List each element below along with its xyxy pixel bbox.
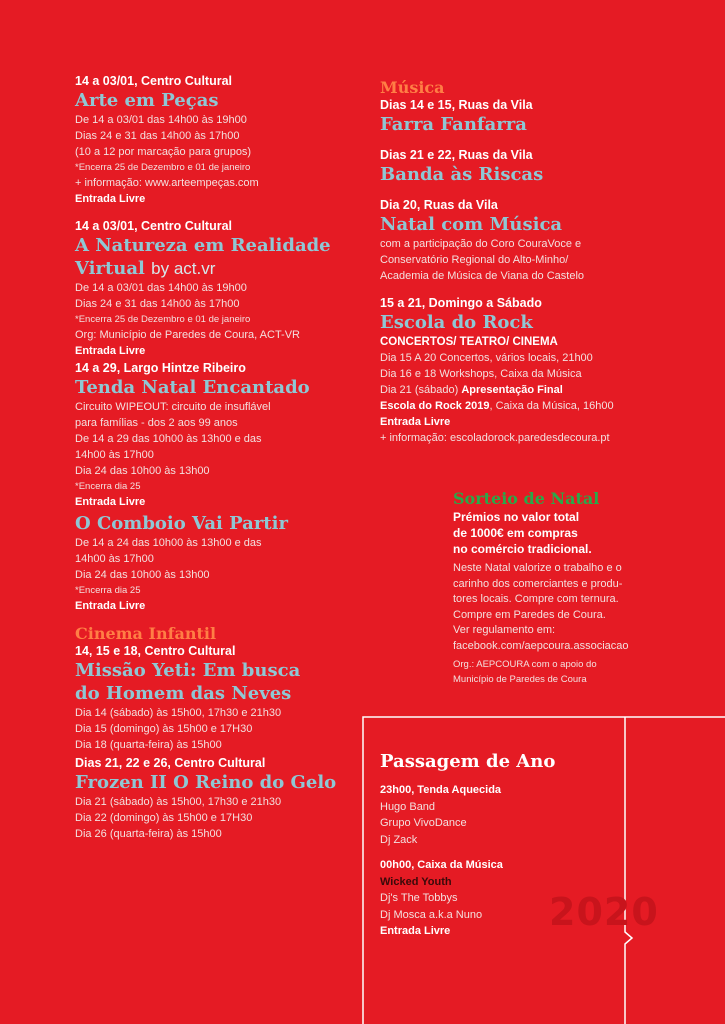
cinema-section [75, 624, 365, 842]
event-line: Dia 21 (sábado) Apresentação Final [380, 384, 563, 396]
event-title-suffix: by act.vr [151, 259, 216, 278]
event-note: *Encerra 25 de Dezembro e 01 de janeiro [75, 162, 251, 173]
event-line: Dia 26 (quarta-feira) às 15h00 [75, 828, 222, 840]
section-title: Música [380, 78, 445, 97]
event-header: 15 a 21, Domingo a Sábado [380, 296, 542, 310]
event-natureza-vr [75, 219, 365, 359]
event-title: Missão Yeti: Em busca [75, 660, 301, 681]
event-title: Escola do Rock [380, 312, 533, 333]
event-entry: Entrada Livre [75, 193, 146, 205]
event-entry: Entrada Livre [75, 345, 146, 357]
event-line: Dia 24 das 10h00 às 13h00 [75, 465, 210, 477]
event-header: Dia 20, Ruas da Vila [380, 198, 498, 212]
passagem-line: Grupo VivoDance [380, 817, 467, 829]
event-title: Tenda Natal Encantado [75, 377, 310, 398]
sorteio-line: Compre em Paredes de Coura. [453, 608, 606, 621]
event-farra-fanfarra [380, 98, 680, 136]
event-title: Frozen II O Reino do Gelo [75, 772, 337, 793]
event-line: Dia 16 e 18 Workshops, Caixa da Música [380, 368, 582, 380]
event-line: Academia de Música de Viana do Castelo [380, 270, 585, 282]
passagem-line-bold: Wicked Youth [380, 875, 452, 888]
event-line: Dias 24 e 31 das 14h00 às 17h00 [75, 130, 240, 142]
right-column [380, 78, 680, 446]
event-header: 14 a 03/01, Centro Cultural [75, 74, 233, 88]
passagem-line: Dj Zack [380, 833, 418, 846]
event-escola-rock [380, 296, 680, 446]
sorteio-natal [453, 489, 693, 687]
event-line: 14h00 às 17h00 [75, 553, 154, 565]
event-line: Dia 24 das 10h00 às 13h00 [75, 569, 210, 581]
event-arte-em-pecas [75, 74, 365, 207]
passagem-line: Dj's The Tobbys [380, 892, 458, 904]
event-header: Dias 14 e 15, Ruas da Vila [380, 98, 533, 112]
event-title: do Homem das Neves [75, 683, 292, 704]
event-title: A Natureza em Realidade Virtual by act.vr [75, 235, 331, 279]
event-title: O Comboio Vai Partir [75, 513, 288, 534]
event-subtitle: CONCERTOS/ TEATRO/ CINEMA [380, 336, 558, 348]
event-line: para famílias - dos 2 aos 99 anos [75, 417, 238, 429]
sorteio-link: facebook.com/aepcoura.associacao [453, 639, 629, 652]
event-line: com a participação do Coro CouraVoce e [380, 238, 582, 250]
event-line: De 14 a 03/01 das 14h00 às 19h00 [75, 114, 247, 126]
event-line: Dia 14 (sábado) às 15h00, 17h30 e 21h30 [75, 707, 282, 719]
event-header: 14 a 29, Largo Hintze Ribeiro [75, 361, 246, 375]
event-note: *Encerra dia 25 [75, 481, 141, 492]
event-title: Arte em Peças [75, 90, 219, 111]
sorteio-title: Sorteio de Natal [453, 489, 600, 508]
event-line: Dia 22 (domingo) às 15h00 e 17H30 [75, 812, 253, 824]
sorteio-prize: de 1000€ em compras [453, 526, 578, 540]
event-comboio [75, 512, 365, 614]
event-title: Natal com Música [380, 214, 563, 235]
event-line: Dia 21 (sábado) às 15h00, 17h30 e 21h30 [75, 796, 282, 808]
sorteio-org: Org.: AEPCOURA com o apoio do [453, 659, 597, 670]
event-line: Dia 15 (domingo) às 15h00 e 17H30 [75, 723, 253, 735]
event-entry: Entrada Livre [380, 416, 451, 428]
event-header: Dias 21 e 22, Ruas da Vila [380, 148, 533, 162]
left-column [75, 74, 365, 842]
event-line: Escola do Rock 2019, Caixa da Música, 16h00 [380, 400, 614, 412]
passagem-title: Passagem de Ano [380, 751, 556, 772]
event-entry: Entrada Livre [75, 600, 146, 612]
section-title: Cinema Infantil [75, 624, 217, 643]
passagem-header: 00h00, Caixa da Música [380, 859, 503, 871]
passagem-line: Hugo Band [380, 800, 436, 813]
event-line: Dias 24 e 31 das 14h00 às 17h00 [75, 298, 240, 310]
sorteio-line: Ver regulamento em: [453, 624, 556, 636]
event-line: De 14 a 29 das 10h00 às 13h00 e das [75, 433, 262, 445]
passagem-entry: Entrada Livre [380, 925, 451, 937]
event-title: Farra Fanfarra [380, 114, 527, 135]
event-header: Dias 21, 22 e 26, Centro Cultural [75, 756, 266, 770]
event-note: *Encerra dia 25 [75, 585, 141, 596]
event-line: Conservatório Regional do Alto-Minho/ [380, 254, 569, 266]
sorteio-line: tores locais. Compre com ternura. [453, 593, 619, 605]
year-2020: 2020 [549, 890, 659, 934]
event-natal-musica [380, 198, 680, 284]
sorteio-line: Neste Natal valorize o trabalho e o [453, 562, 622, 574]
passagem-header: 23h00, Tenda Aquecida [380, 784, 502, 796]
event-info: + informação: escoladorock.paredesdecoura.pt [380, 432, 610, 444]
sorteio-prize: Prémios no valor total [453, 510, 580, 524]
event-header: 14 a 03/01, Centro Cultural [75, 219, 233, 233]
sorteio-prize: no comércio tradicional. [453, 542, 592, 556]
event-header: 14, 15 e 18, Centro Cultural [75, 644, 236, 658]
event-line: Dia 15 A 20 Concertos, vários locais, 21h00 [380, 352, 593, 364]
event-line: De 14 a 24 das 10h00 às 13h00 e das [75, 537, 262, 549]
passagem-line: Dj Mosca a.k.a Nuno [380, 908, 483, 921]
event-tenda-natal [75, 361, 365, 510]
event-entry: Entrada Livre [75, 496, 146, 508]
event-line: Dia 18 (quarta-feira) às 15h00 [75, 739, 222, 751]
event-line: Circuito WIPEOUT: circuito de insuflável [75, 401, 271, 413]
sorteio-line: carinho dos comerciantes e produ- [453, 577, 623, 590]
event-title: Banda às Riscas [380, 164, 544, 185]
event-line: De 14 a 03/01 das 14h00 às 19h00 [75, 282, 247, 294]
event-line: 14h00 às 17h00 [75, 449, 154, 461]
event-note: *Encerra 25 de Dezembro e 01 de janeiro [75, 314, 251, 325]
event-info: + informação: www.arteempeças.com [75, 177, 259, 189]
sorteio-org: Município de Paredes de Coura [453, 674, 587, 685]
event-banda-riscas [380, 148, 680, 186]
event-info: Org: Município de Paredes de Coura, ACT-VR [75, 329, 300, 341]
event-line: (10 a 12 por marcação para grupos) [75, 146, 252, 158]
